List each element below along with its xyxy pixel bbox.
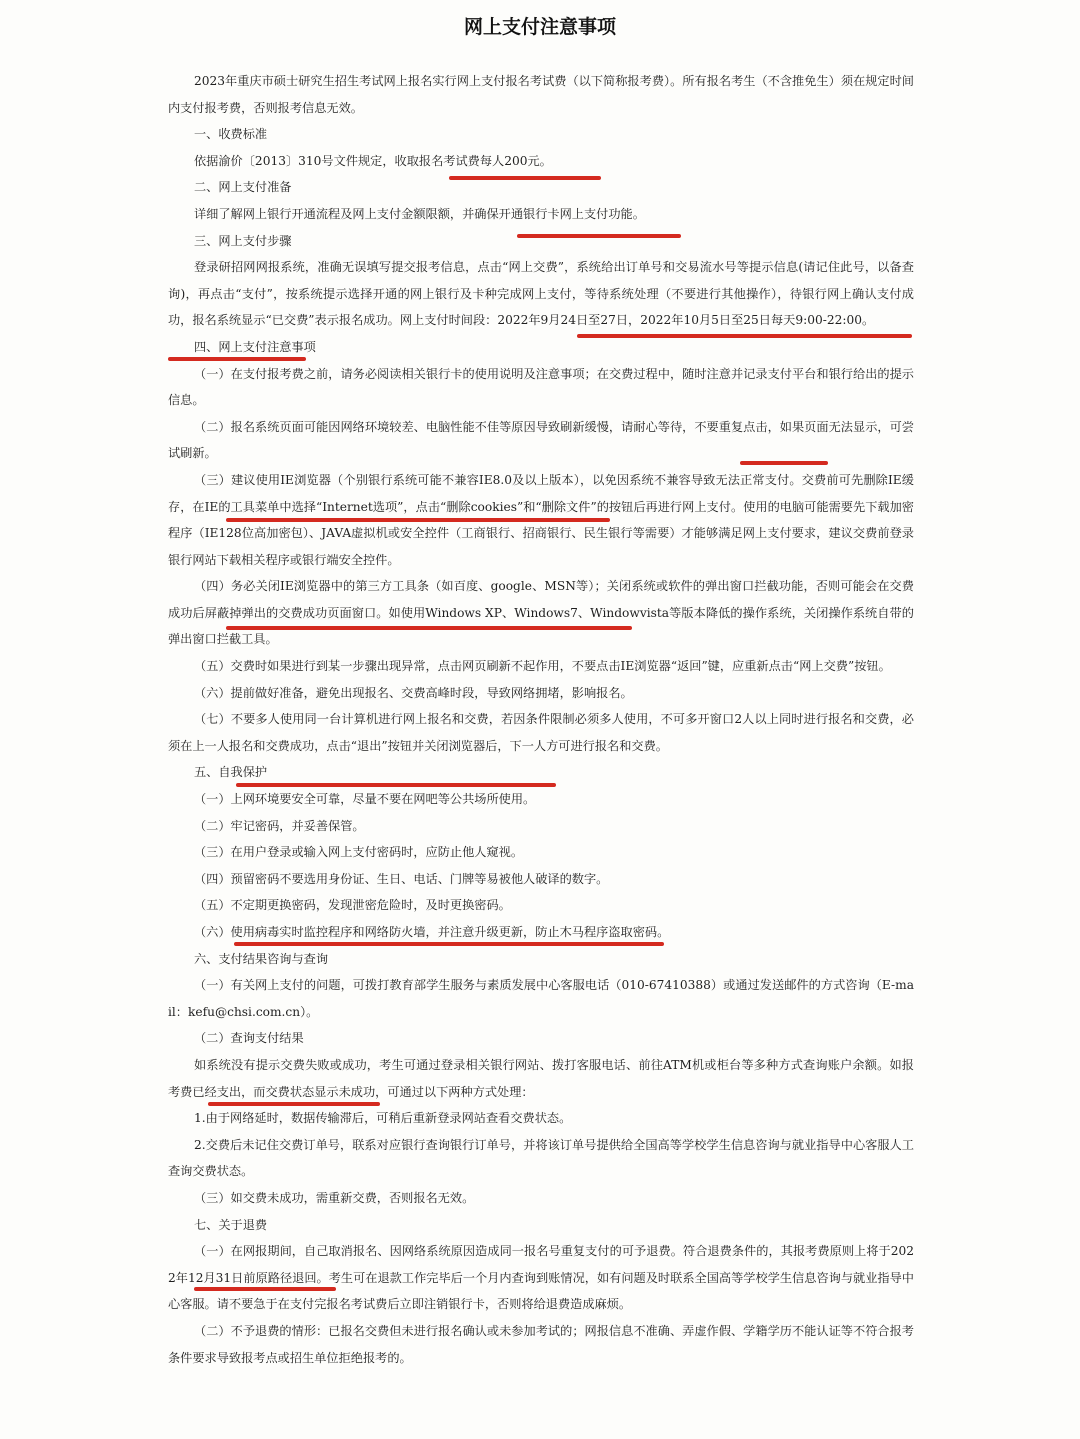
highlight-underline: [449, 176, 601, 180]
paragraph: （四）务必关闭IE浏览器中的第三方工具条（如百度、google、MSN等）；关闭系统或软件的弹出窗口拦截功能，否则可能会在交费成功后屏蔽掉弹出的交费成功页面窗口。如使用Windows XP、Windows7、Windowvista等版本降低的操作系统，关闭操作系统自带的弹出窗口拦截工具。: [168, 579, 914, 647]
paragraph: （七）不要多人使用同一台计算机进行网上报名和交费，若因条件限制必须多人使用，不可多开窗口2人以上同时进行报名和交费，必须在上一人报名和交费成功，点击“退出”按钮并关闭浏览器后，下一人方可进行报名和交费。: [168, 712, 914, 753]
document-body: [168, 68, 914, 1371]
paragraph: （五）不定期更换密码，发现泄密危险时，及时更换密码。: [194, 898, 511, 913]
paragraph: 如系统没有提示交费失败或成功，考生可通过登录相关银行网站、拨打客服电话、前往ATM机或柜台等多种方式查询账户余额。如报考费已经支出，而交费状态显示未成功，可通过以下两种方式处理：: [168, 1057, 914, 1099]
paragraph: （六）提前做好准备，避免出现报名、交费高峰时段，导致网络拥堵，影响报名。: [194, 685, 633, 700]
paragraph: 登录研招网网报系统，准确无误填写提交报考信息，点击“网上交费”，系统给出订单号和交易流水号等提示信息(请记住此号，以备查询)，再点击“支付”，按系统提示选择开通的网上银行及卡种完成网上支付，等待系统处理（不要进行其他操作），待银行网上确认支付成功，报名系统显示“已交费”表示报名成功。网上支付时间段：2022年9月24日至27日，2022年10月5日至25日每天9:00-22:00。: [168, 260, 914, 328]
highlight-underline: [226, 518, 610, 522]
highlight-underline: [234, 942, 664, 946]
highlight-underline: [194, 1287, 336, 1291]
highlight-underline: [517, 234, 681, 238]
highlight-underline: [208, 1102, 380, 1106]
highlight-underline: [226, 626, 632, 630]
paragraph: 1.由于网络延时，数据传输滞后，可稍后重新登录网站查看交费状态。: [194, 1111, 572, 1126]
paragraph: （一）上网环境要安全可靠，尽量不要在网吧等公共场所使用。: [194, 792, 536, 807]
section-heading: 六、支付结果咨询与查询: [194, 951, 329, 966]
paragraph: （二）查询支付结果: [194, 1031, 304, 1046]
paragraph: （一）在支付报考费之前，请务必阅读相关银行卡的使用说明及注意事项；在交费过程中，随时注意并记录支付平台和银行给出的提示信息。: [168, 366, 914, 408]
section-heading: 三、网上支付步骤: [194, 233, 292, 248]
paragraph: （三）如交费未成功，需重新交费，否则报名无效。: [194, 1190, 475, 1205]
section-heading: 二、网上支付准备: [194, 180, 292, 195]
paragraph: （一）有关网上支付的问题，可拨打教育部学生服务与素质发展中心客服电话（010-67410388）或通过发送邮件的方式咨询（E-mail：kefu@chsi.com.cn）。: [168, 978, 914, 1019]
paragraph: 依据渝价〔2013〕310号文件规定，收取报名考试费每人200元。: [194, 153, 552, 168]
paragraph: （五）交费时如果进行到某一步骤出现异常，点击网页刷新不起作用，不要点击IE浏览器“返回”键，应重新点击“网上交费”按钮。: [194, 659, 891, 674]
paragraph: （二）不予退费的情形：已报名交费但未进行报名确认或未参加考试的；网报信息不准确、弄虚作假、学籍学历不能认证等不符合报考条件要求导致报考点或招生单位拒绝报考的。: [168, 1323, 914, 1365]
intro-paragraph: 2023年重庆市硕士研究生招生考试网上报名实行网上支付报名考试费（以下简称报考费）。所有报名考生（不含推免生）须在规定时间内支付报考费，否则报考信息无效。: [168, 74, 914, 115]
section-heading: 四、网上支付注意事项: [194, 339, 316, 354]
highlight-underline: [236, 783, 556, 787]
section-heading: 七、关于退费: [194, 1217, 268, 1232]
section-heading: 五、自我保护: [194, 765, 268, 780]
paragraph: （二）报名系统页面可能因网络环境较差、电脑性能不佳等原因导致刷新缓慢，请耐心等待，不要重复点击，如果页面无法显示，可尝试刷新。: [168, 419, 914, 461]
section-heading: 一、收费标准: [194, 127, 268, 142]
paragraph: （一）在网报期间，自己取消报名、因网络系统原因造成同一报名号重复支付的可予退费。符合退费条件的，其报考费原则上将于2022年12月31日前原路径退回。考生可在退款工作完毕后一个月内查询到账情况，如有问题及时联系全国高等学校学生信息咨询与就业指导中心客服。请不要急于在支付完报名考试费后立即注销银行卡，否则将给退费造成麻烦。: [168, 1244, 914, 1312]
paragraph: （二）牢记密码，并妥善保管。: [194, 818, 365, 833]
highlight-underline: [740, 461, 828, 465]
paragraph: （三）在用户登录或输入网上支付密码时，应防止他人窥视。: [194, 845, 524, 860]
paragraph: 2.交费后未记住交费订单号，联系对应银行查询银行订单号，并将该订单号提供给全国高等学校学生信息咨询与就业指导中心客服人工查询交费状态。: [168, 1137, 914, 1179]
paragraph: 详细了解网上银行开通流程及网上支付金额限额，并确保开通银行卡网上支付功能。: [194, 206, 645, 221]
highlight-underline: [577, 334, 912, 338]
page-title: 网上支付注意事项: [463, 16, 616, 38]
paragraph: （六）使用病毒实时监控程序和网络防火墙，并注意升级更新，防止木马程序盗取密码。: [194, 925, 670, 939]
highlight-underline: [168, 357, 306, 361]
paragraph: （三）建议使用IE浏览器（个别银行系统可能不兼容IE8.0及以上版本），以免因系统不兼容导致无法正常支付。交费前可先删除IE缓存，在IE的工具菜单中选择“Internet选项”，点击“删除cookies”和“删除文件”的按钮后再进行网上支付。使用的电脑可能需要先下载加密程序（IE128位高加密包）、JAVA虚拟机或安全控件（工商银行、招商银行、民生银行等需要）才能够满足网上支付要求，建议交费前登录银行网站下载相关程序或银行端安全控件。: [168, 472, 914, 567]
paragraph: （四）预留密码不要选用身份证、生日、电话、门牌等易被他人破译的数字。: [194, 871, 609, 886]
